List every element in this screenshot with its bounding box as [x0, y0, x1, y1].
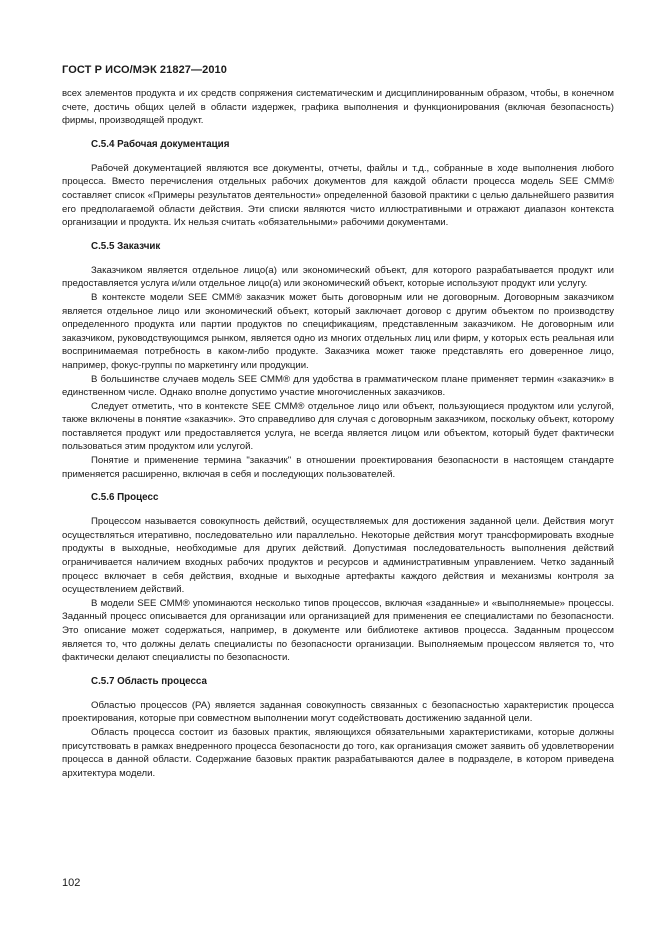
page-number: 102: [62, 877, 81, 889]
paragraph: Следует отметить, что в контексте SEE CMM® отдельное лицо или объект, пользующиеся продуктом или услугой, также включены в понятие «заказчик». Это справедливо для случая с договорным заказчиком, поскольку объект, которому поставляется продукт или предоставляется услуга, не всегда является лицом или объектом, который будет фактически пользоваться этим продуктом или услугой.: [62, 400, 614, 453]
paragraph: Заказчиком является отдельное лицо(а) или экономический объект, для которого разрабатывается продукт или предоставляется услуга и/или отдельное лицо(а) или экономический объект, которые используют продукт или услугу.: [62, 264, 614, 290]
section-title-working-documentation: С.5.4 Рабочая документация: [91, 138, 230, 150]
paragraph: Областью процессов (РА) является заданная совокупность связанных с безопасностью характеристик процесса проектирования, которые при совместном выполнении могут содействовать достижению заданной цели.: [62, 699, 614, 725]
document-body: [62, 87, 614, 780]
paragraph: Область процесса состоит из базовых практик, являющихся обязательными характеристиками, которые должны присутствовать в рамках внедренного процесса безопасности до того, как организация сможет заявить об удовлетворении процесса в данной области. Содержание базовых практик разрабатываются далее в подразделе, в котором приведена архитектура модели.: [62, 726, 614, 779]
section-title-process-area: С.5.7 Область процесса: [91, 675, 207, 687]
paragraph: Рабочей документацией являются все документы, отчеты, файлы и т.д., собранные в ходе выполнения любого процесса. Вместо перечисления отдельных рабочих документов для каждой области процесса модель SEE CMM® составляет список «Примеры результатов деятельности» определенной базовой практики с целью дальнейшего развития его предполагаемой области действия. Эти списки являются чисто иллюстративными и отражают диапазон контекста организации и продукта. Их нельзя считать «обязательными» рабочими документами.: [62, 162, 614, 229]
paragraph: Понятие и применение термина "заказчик" в отношении проектирования безопасности в настоящем стандарте применяется расширенно, включая в себя и последующих пользователей.: [62, 455, 614, 480]
section-title-customer: С.5.5 Заказчик: [91, 240, 161, 252]
section-title-process: С.5.6 Процесс: [91, 492, 159, 504]
standard-header: ГОСТ Р ИСО/МЭК 21827—2010: [62, 64, 227, 76]
intro-paragraph: всех элементов продукта и их средств сопряжения систематическим и дисциплинированным образом, чтобы, в конечном счете, достичь общих целей в области издержек, графика выполнения и функционирования (включая безопасность) фирмы, производящей продукт.: [62, 88, 614, 127]
paragraph: В модели SEE CMM® упоминаются несколько типов процессов, включая «заданные» и «выполняемые» процессы. Заданный процесс описывается для организации или организацией для применения ее специалистами по безопасности. Это описание может содержаться, например, в документе или библиотеке активов процесса. Заданным процессом является то, что должны делать специалисты по безопасности организации. Выполняемым процессом является то, что фактически делают специалисты по безопасности.: [62, 597, 614, 664]
paragraph: В большинстве случаев модель SEE CMM® для удобства в грамматическом плане применяет термин «заказчик» в единственном числе. Однако вполне допустимо участие многочисленных заказчиков.: [62, 373, 614, 399]
paragraph: В контексте модели SEE CMM® заказчик может быть договорным или не договорным. Договорным заказчиком является отдельное лицо или экономический объект, который заключает договор с другим объектом по производству определенного продукта или партии продуктов по спецификациям, представленным заказчиком. Не договорным или заказчиком, руководствующимся рынком, является одно из многих отдельных лиц или фирм, у которых есть реальная или воспринимаемая потребность в каком-либо продукте. Заказчика может также представлять его доверенное лицо, например, фокус-группы по маркетингу или продукции.: [62, 291, 614, 371]
paragraph: Процессом называется совокупность действий, осуществляемых для достижения заданной цели. Действия могут осуществляться итеративно, последовательно или параллельно. Некоторые действия могут трансформировать входные продукты в выходные, необходимые для других действий. Допустимая последовательность выполнения действий ограничивается наличием входных рабочих продуктов и ресурсов и административным управлением. Четко заданный процесс включает в себя действия, входные и выходные артефакты каждого действия и механизмы контроля за осуществлением действий.: [62, 516, 614, 596]
